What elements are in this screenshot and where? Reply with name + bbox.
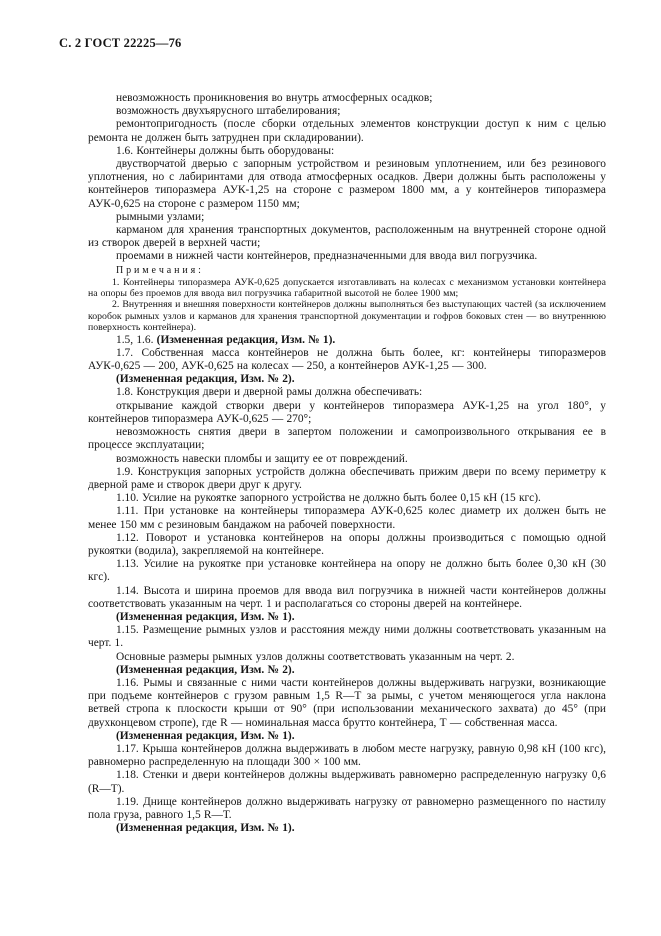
paragraph-text: 1.5, 1.6. [116, 333, 157, 346]
paragraph [88, 105, 606, 118]
document-body [88, 92, 606, 835]
paragraph-text: возможность двухъярусного штабелирования; [116, 105, 341, 118]
paragraph [88, 624, 606, 650]
paragraph [88, 453, 606, 466]
paragraph-text: 1.12. Поворот и установка контейнеров на опоры должны производиться с помощью одной рукоятки (водила), закрепляемой на контейнере. [88, 531, 606, 557]
paragraph-text-bold: (Измененная редакция, Изм. № 1). [156, 333, 336, 346]
paragraph-text: 1.18. Стенки и двери контейнеров должны выдерживать равномерно распределенную нагрузку 0,6 (R—Т). [88, 769, 606, 795]
paragraph [88, 743, 606, 769]
paragraph-text: 1.9. Конструкция запорных устройств должна обеспечивать прижим двери по всему периметру к дверной раме и створок двери друг к другу. [88, 465, 606, 491]
paragraph-text: проемами в нижней части контейнеров, предназначенными для ввода вил погрузчика. [116, 250, 538, 263]
paragraph [88, 611, 606, 624]
paragraph [88, 796, 606, 822]
paragraph-text: ремонтопригодность (после сборки отдельных элементов конструкции доступ к ним с целью ремонта не должен быть затруднен при складировании). [88, 118, 606, 144]
paragraph [88, 664, 606, 677]
paragraph-text: рымными узлами; [116, 210, 205, 223]
paragraph [88, 822, 606, 835]
paragraph-text: карманом для хранения транспортных документов, расположенным на внутренней стороне одной из створок дверей в верхней части; [88, 224, 606, 250]
paragraph-text: 1.10. Усилие на рукоятке запорного устройства не должно быть более 0,15 кН (15 кгс). [116, 492, 541, 505]
paragraph-text: П р и м е ч а н и я : [116, 264, 201, 276]
paragraph [88, 334, 606, 347]
paragraph [88, 145, 606, 158]
paragraph [88, 558, 606, 584]
paragraph-text: возможность навески пломбы и защиту ее от повреждений. [116, 452, 408, 465]
paragraph-text: 1.14. Высота и ширина проемов для ввода вил погрузчика в нижней части контейнеров должны соответствовать указанным на черт. 1 и располагаться со стороны дверей на контейнере. [88, 584, 606, 610]
paragraph-text-bold: (Измененная редакция, Изм. № 1). [116, 822, 295, 835]
paragraph-text-bold: (Измененная редакция, Изм. № 1). [116, 729, 295, 742]
paragraph-text: Основные размеры рымных узлов должны соответствовать указанным на черт. 2. [116, 650, 515, 663]
paragraph-text: 1.6. Контейнеры должны быть оборудованы: [116, 144, 335, 157]
paragraph-text: 1.17. Крыша контейнеров должна выдерживать в любом месте нагрузку, равную 0,98 кН (100 кгс), равномерно распределенную на площади 300 × 100 мм. [88, 742, 606, 769]
paragraph [88, 466, 606, 492]
paragraph [88, 400, 606, 426]
paragraph-text-bold: (Измененная редакция, Изм. № 1). [116, 610, 295, 623]
paragraph-text: 1.19. Днище контейнеров должно выдерживать нагрузку от равномерно размещенного по настилу пола груза, равного 1,5 R—Т. [88, 795, 606, 821]
paragraph [88, 492, 606, 505]
paragraph [88, 386, 606, 399]
paragraph-text: 2. Внутренняя и внешняя поверхности контейнеров должны выполняться без выступающих частей (за исключением коробок рымных узлов и карманов для хранения транспортной документации и гофров боковых стен — во внутреннюю поверхность контейнера). [88, 299, 606, 334]
paragraph [88, 277, 606, 300]
paragraph [88, 730, 606, 743]
paragraph [88, 299, 606, 333]
paragraph [88, 250, 606, 263]
paragraph [88, 769, 606, 795]
paragraph-text: 1.15. Размещение рымных узлов и расстояния между ними должны соответствовать указанным на черт. 1. [88, 624, 606, 650]
paragraph [88, 118, 606, 144]
paragraph [88, 92, 606, 105]
paragraph-text: 1.16. Рымы и связанные с ними части контейнеров должны выдерживать нагрузки, возникающие при подъеме контейнеров с грузом равным 1,5 R—T за рымы, с учетом меняющегося угла наклона ветвей стропа к плоскости крыши от 90° (при использовании механического захвата) до 45° (при двухконцевом стропе), где R — номинальная масса брутто контейнера, Т — собственная масса. [88, 676, 606, 729]
paragraph-text-bold: (Измененная редакция, Изм. № 2). [116, 663, 295, 676]
paragraph-text: невозможность проникновения во внутрь атмосферных осадков; [116, 92, 433, 104]
paragraph-text: 1.8. Конструкция двери и дверной рамы должна обеспечивать: [116, 386, 423, 399]
page-header: С. 2 ГОСТ 22225—76 [59, 36, 182, 50]
paragraph [88, 211, 606, 224]
paragraph-text: открывание каждой створки двери у контейнеров типоразмера АУК-1,25 на угол 180°, у контейнеров типоразмера АУК-0,625 — 270°; [88, 399, 606, 425]
paragraph-text: 1. Контейнеры типоразмера АУК-0,625 допускается изготавливать на колесах с механизмом установки контейнера на опоры без проемов для ввода вил погрузчика габаритной высотой не более 1900 мм; [88, 276, 606, 300]
paragraph [88, 158, 606, 211]
paragraph [88, 347, 606, 373]
paragraph [88, 373, 606, 386]
paragraph-text: двустворчатой дверью с запорным устройством и резиновым уплотнением, или без резинового уплотнения, но с лабиринтами для отвода атмосферных осадков. Двери должны быть расположены у контейнеров типоразмера АУК-1,25 на стороне с размером 1800 мм, а у контейнеров типоразмера АУК-0,625 на стороне с размером 1150 мм; [88, 158, 606, 210]
paragraph-text: 1.11. При установке на контейнеры типоразмера АУК-0,625 колес диаметр их должен быть не менее 150 мм с резиновым бандажом на рабочей поверхности. [88, 505, 606, 531]
paragraph [88, 651, 606, 664]
paragraph [88, 505, 606, 531]
paragraph [88, 264, 606, 277]
paragraph [88, 224, 606, 250]
paragraph [88, 585, 606, 611]
paragraph [88, 532, 606, 558]
paragraph-text: невозможность снятия двери в запертом положении и самопроизвольного открывания ее в процессе эксплуатации; [88, 426, 606, 452]
paragraph-text-bold: (Измененная редакция, Изм. № 2). [116, 373, 295, 386]
paragraph [88, 677, 606, 730]
paragraph-text: 1.13. Усилие на рукоятке при установке контейнера на опору не должно быть более 0,30 кН (30 кгс). [88, 558, 606, 584]
paragraph [88, 426, 606, 452]
paragraph-text: 1.7. Собственная масса контейнеров не должна быть более, кг: контейнеры типоразмеров АУК-0,625 — 200, АУК-0,625 на колесах — 250, а контейнеров АУК-1,25 — 300. [88, 346, 606, 373]
